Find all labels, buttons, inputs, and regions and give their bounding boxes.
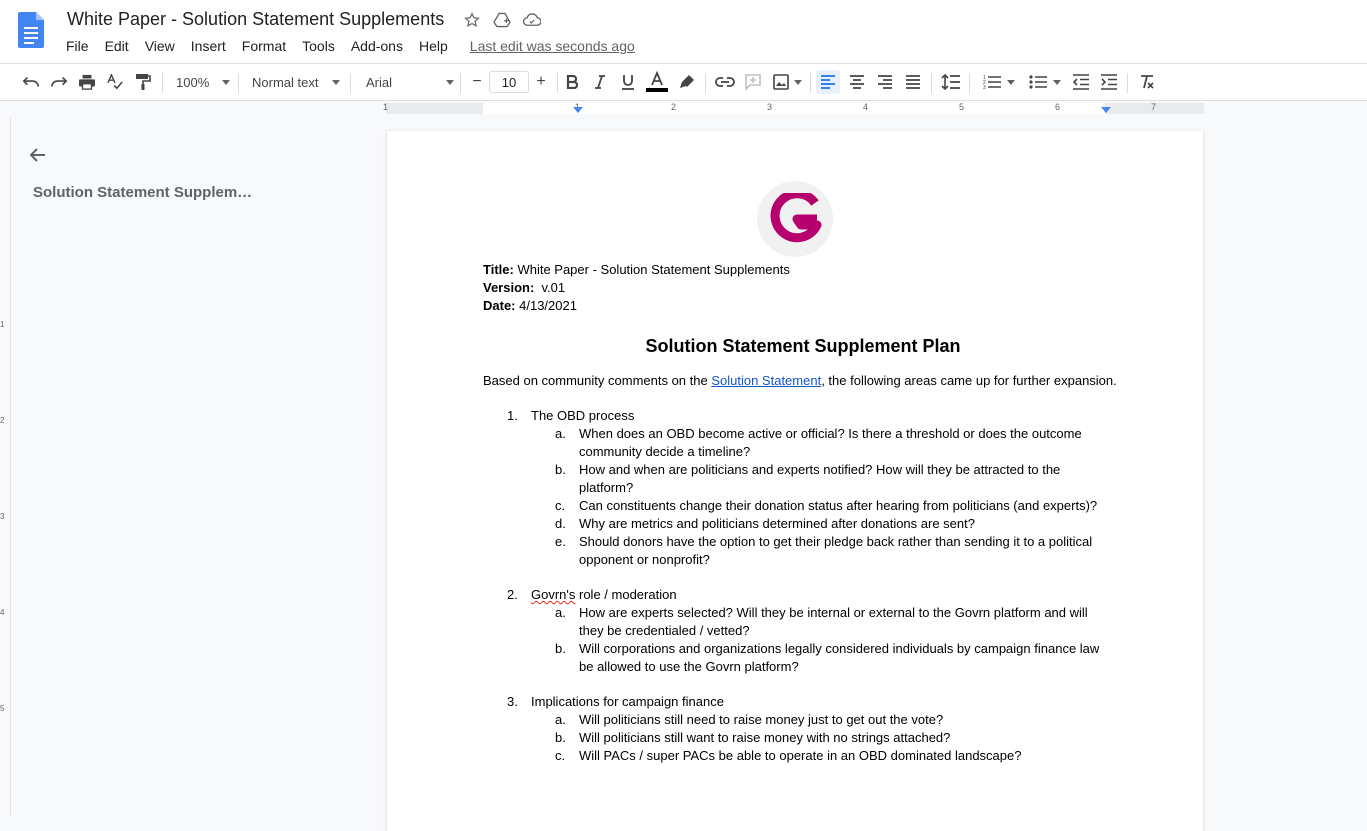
svg-text:2: 2 [983, 80, 986, 86]
meta-title-line [483, 261, 1123, 279]
document-body[interactable] [483, 261, 1123, 765]
svg-text:1: 1 [983, 75, 986, 81]
vertical-ruler[interactable] [0, 118, 11, 815]
list-item [507, 693, 1123, 711]
sub-list-text: Will politicians still need to raise money just to get out the vote? [579, 712, 944, 727]
spellcheck-icon[interactable] [104, 70, 126, 94]
clear-formatting-icon[interactable] [1135, 70, 1159, 94]
font-select[interactable] [366, 70, 454, 94]
increase-font-size-button[interactable]: + [536, 73, 546, 90]
vruler-number: 2 [0, 416, 5, 425]
sub-list-item [555, 497, 1123, 515]
increase-indent-icon[interactable] [1097, 70, 1121, 94]
list-item [507, 586, 1123, 604]
underline-icon[interactable] [617, 70, 639, 94]
sub-list-item [555, 711, 1123, 729]
govrn-logo [757, 181, 833, 257]
docs-logo-icon[interactable] [18, 12, 44, 48]
sub-list-letter: b. [555, 462, 566, 477]
misspelled-word[interactable]: Govrn's [531, 587, 576, 602]
menu-edit[interactable]: Edit [104, 38, 129, 54]
last-edit-link[interactable]: Last edit was seconds ago [469, 38, 635, 54]
paint-format-icon[interactable] [132, 70, 154, 94]
sub-list-letter: a. [555, 712, 566, 727]
align-left-icon[interactable] [816, 70, 840, 94]
menu-tools[interactable]: Tools [302, 38, 335, 54]
add-comment-icon[interactable] [742, 70, 764, 94]
vruler-number: 4 [0, 608, 5, 617]
font-size-input[interactable]: 10 [489, 71, 529, 93]
meta-date-label: Date: [483, 298, 516, 313]
sub-list-item [555, 604, 1123, 640]
sub-list-text: Should donors have the option to get their pledge back rather than sending it to a political opponent or nonprofit? [579, 534, 1093, 567]
list-number: 3. [507, 694, 518, 709]
document-page[interactable] [387, 131, 1203, 831]
line-spacing-icon[interactable] [939, 70, 963, 94]
list-item-text: The OBD process [531, 408, 635, 423]
intro-text-after: , the following areas came up for further expansion. [821, 373, 1117, 388]
section-list [483, 407, 1123, 765]
undo-icon[interactable] [20, 70, 42, 94]
sub-list-text: Will PACs / super PACs be able to operate in an OBD dominated landscape? [579, 748, 1022, 763]
meta-date-line [483, 297, 1123, 315]
chevron-down-icon [222, 80, 230, 85]
numbered-list-icon[interactable] [979, 70, 1019, 94]
ruler-number: 5 [959, 102, 965, 112]
sub-list-item [555, 515, 1123, 533]
ruler-number: 1 [575, 102, 581, 112]
meta-date-value: 4/13/2021 [515, 298, 577, 313]
align-center-icon[interactable] [845, 70, 869, 94]
align-justify-icon[interactable] [901, 70, 925, 94]
outline-heading-item[interactable]: Solution Statement Supplem… [33, 184, 253, 201]
menu-bar [58, 36, 635, 56]
meta-version-line [483, 279, 1123, 297]
insert-link-icon[interactable] [713, 70, 737, 94]
svg-text:3: 3 [983, 85, 986, 90]
align-right-icon[interactable] [873, 70, 897, 94]
zoom-value: 100% [176, 74, 210, 90]
meta-version-value: v.01 [534, 280, 566, 295]
sub-list-letter: d. [555, 516, 566, 531]
intro-paragraph [483, 372, 1123, 390]
sub-list-text: Will corporations and organizations legally considered individuals by campaign finance law be allowed to use the Govrn platform? [579, 641, 1100, 674]
toolbar [0, 63, 1367, 101]
print-icon[interactable] [76, 70, 98, 94]
horizontal-ruler[interactable] [0, 101, 1367, 116]
ruler-number: 4 [863, 102, 869, 112]
back-arrow-icon[interactable] [27, 144, 49, 166]
sub-list-item [555, 729, 1123, 747]
list-item [507, 407, 1123, 425]
ruler-number: 1 [383, 102, 389, 112]
sub-list-item [555, 533, 1123, 569]
title-bar [0, 0, 1367, 63]
bold-icon[interactable] [561, 70, 583, 94]
vruler-number: 3 [0, 512, 5, 521]
sub-list-letter: b. [555, 641, 566, 656]
insert-image-icon[interactable] [770, 70, 804, 94]
meta-title-label: Title: [483, 262, 514, 277]
list-number: 1. [507, 408, 518, 423]
vruler-number: 1 [0, 320, 5, 329]
chevron-down-icon [1007, 80, 1015, 85]
solution-statement-link[interactable]: Solution Statement [711, 373, 822, 388]
chevron-down-icon [446, 80, 454, 85]
sub-list-text: How are experts selected? Will they be internal or external to the Govrn platform and will they be credentialed / vetted? [579, 605, 1088, 638]
italic-icon[interactable] [589, 70, 611, 94]
list-item-text: Implications for campaign finance [531, 694, 724, 709]
sub-list-text: Will politicians still want to raise money with no strings attached? [579, 730, 951, 745]
sub-list-text: When does an OBD become active or official? Is there a threshold or does the outcome community decide a timeline? [579, 426, 1082, 459]
chevron-down-icon [794, 80, 802, 85]
ruler-number: 7 [1151, 102, 1157, 112]
sub-list-item [555, 747, 1123, 765]
sub-list-item [555, 640, 1123, 676]
chevron-down-icon [332, 80, 340, 85]
move-to-folder-icon[interactable] [492, 10, 512, 30]
font-value: Arial [366, 74, 393, 90]
ruler-number: 6 [1055, 102, 1061, 112]
menu-format[interactable]: Format [241, 38, 287, 54]
cloud-saved-icon[interactable] [522, 10, 542, 30]
paragraph-style-value: Normal text [252, 74, 319, 90]
left-indent-marker[interactable] [573, 107, 583, 113]
sub-list-item [555, 461, 1123, 497]
bulleted-list-icon[interactable] [1025, 70, 1065, 94]
document-heading: Solution Statement Supplement Plan [645, 336, 961, 356]
list-item-text [531, 586, 677, 604]
decrease-font-size-button[interactable]: − [472, 73, 482, 90]
zoom-select[interactable] [176, 70, 230, 94]
sub-list-letter: c. [555, 498, 566, 513]
paragraph-style-select[interactable] [252, 70, 340, 94]
highlight-color-icon[interactable] [676, 70, 698, 94]
sub-list-letter: c. [555, 748, 566, 763]
ruler-number: 2 [671, 102, 677, 112]
right-indent-marker[interactable] [1101, 107, 1111, 113]
redo-icon[interactable] [48, 70, 70, 94]
list-number: 2. [507, 587, 518, 602]
sub-list-text: How and when are politicians and experts notified? How will they be attracted to the platform? [579, 462, 1061, 495]
text-color-icon[interactable] [645, 70, 669, 94]
menu-help[interactable]: Help [418, 38, 448, 54]
decrease-indent-icon[interactable] [1069, 70, 1093, 94]
list-item-text-rest: role / moderation [575, 587, 677, 602]
sub-list-letter: a. [555, 426, 566, 441]
intro-text-before: Based on community comments on the [483, 373, 712, 388]
menu-addons[interactable]: Add-ons [350, 38, 403, 54]
sub-list-letter: e. [555, 534, 566, 549]
menu-insert[interactable]: Insert [190, 38, 226, 54]
sub-list-text: Can constituents change their donation status after hearing from politicians (and experts)? [579, 498, 1098, 513]
menu-file[interactable]: File [66, 38, 89, 54]
chevron-down-icon [1053, 80, 1061, 85]
sub-list-item [555, 425, 1123, 461]
vruler-number: 5 [0, 704, 5, 713]
sub-list-text: Why are metrics and politicians determined after donations are sent? [579, 516, 975, 531]
document-title[interactable]: White Paper - Solution Statement Supplements [67, 9, 445, 29]
menu-view[interactable]: View [144, 38, 175, 54]
star-icon[interactable] [462, 10, 482, 30]
sub-list-letter: b. [555, 730, 566, 745]
sub-list-letter: a. [555, 605, 566, 620]
govrn-g-icon [767, 193, 823, 245]
ruler-number: 3 [767, 102, 773, 112]
meta-version-label: Version: [483, 280, 535, 295]
meta-title-value: White Paper - Solution Statement Supplements [513, 262, 790, 277]
